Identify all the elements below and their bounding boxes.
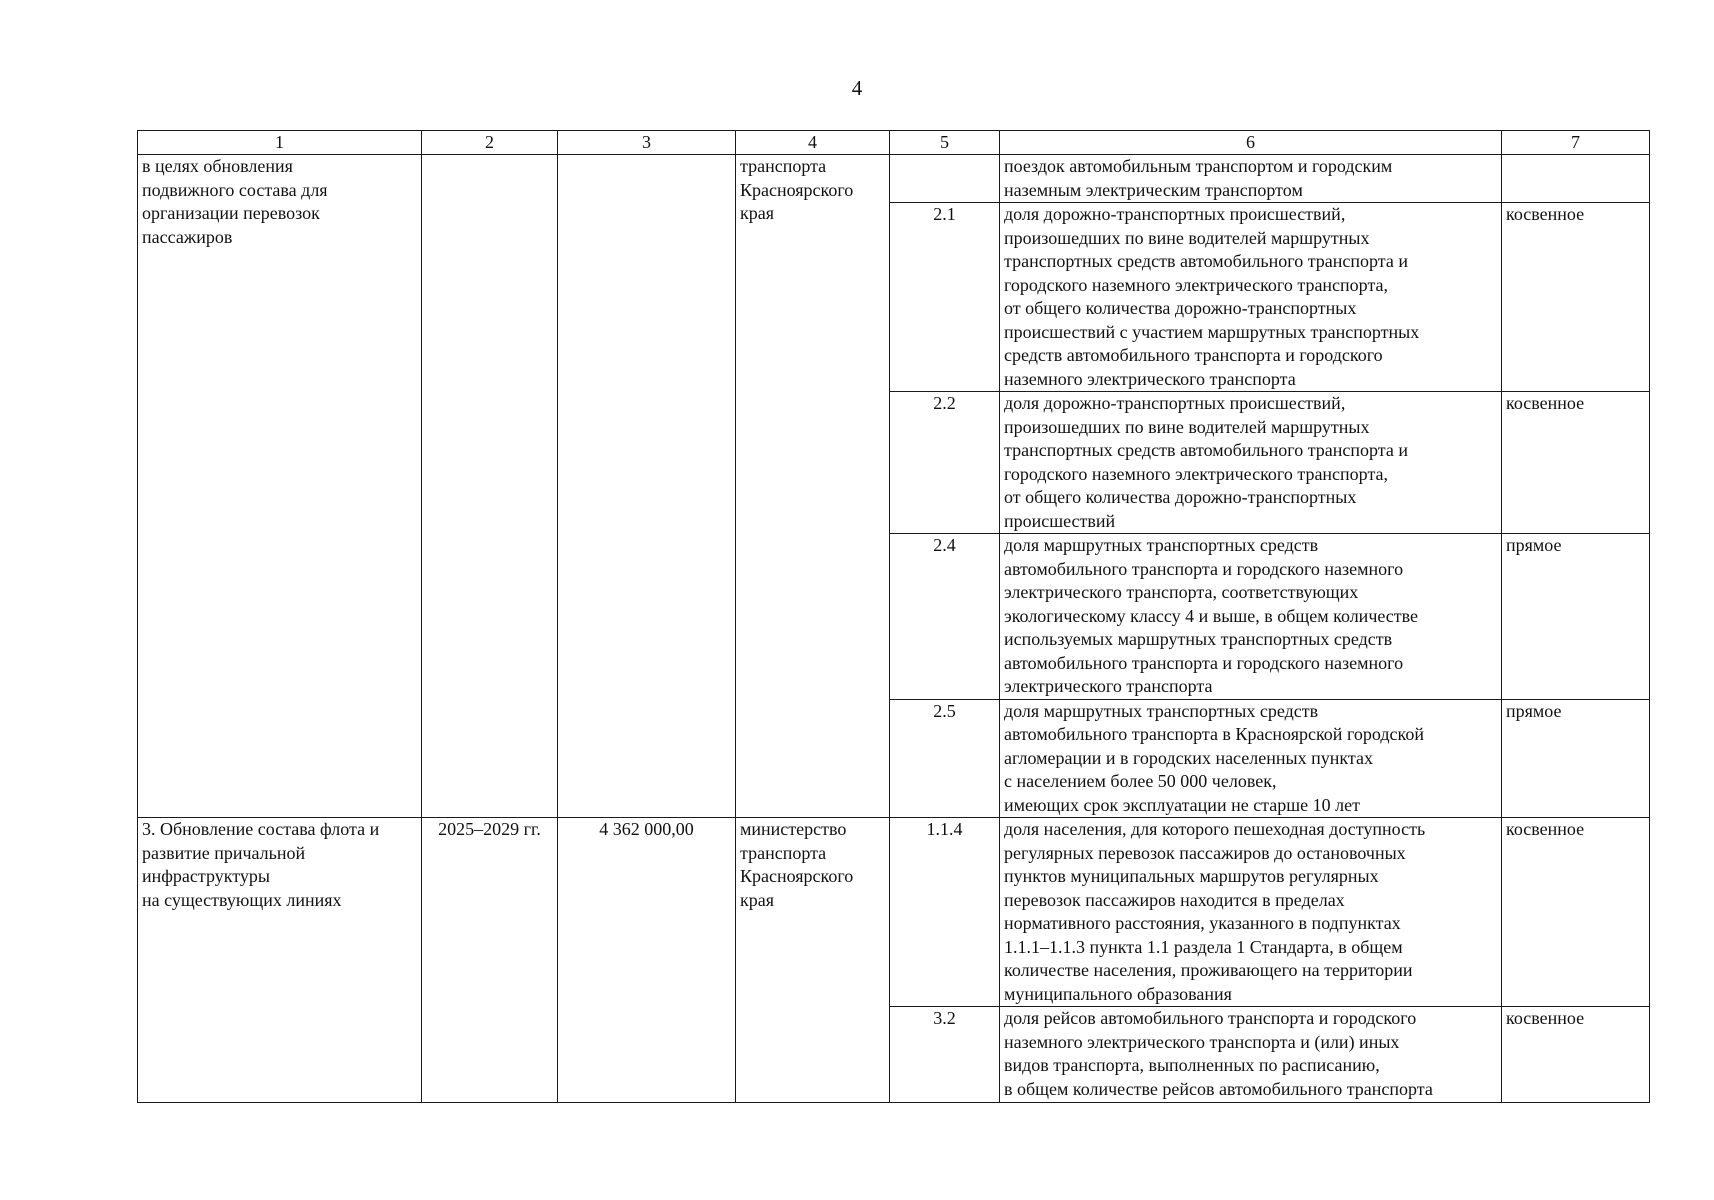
period-cell: [422, 155, 558, 818]
indicator-description-cell: доля рейсов автомобильного транспорта и городского наземного электрического транспорта и (или) иных видов транспорта, выполненных по расписанию, в общем количестве рейсов автомобильного транспорта: [1000, 1007, 1502, 1103]
indicator-number-cell: 2.4: [890, 534, 1000, 700]
indicator-impact-cell: косвенное: [1502, 203, 1650, 392]
measure-name-cell: 3. Обновление состава флота и развитие причальной инфраструктуры на существующих линиях: [138, 818, 422, 1103]
indicator-number-cell: 2.1: [890, 203, 1000, 392]
column-header: 1: [138, 131, 422, 155]
column-header: 7: [1502, 131, 1650, 155]
column-header: 4: [736, 131, 890, 155]
indicator-impact-cell: косвенное: [1502, 818, 1650, 1007]
indicator-number-cell: 2.2: [890, 392, 1000, 534]
responsible-cell: транспорта Красноярского края: [736, 155, 890, 818]
responsible-cell: министерство транспорта Красноярского края: [736, 818, 890, 1103]
column-header: 6: [1000, 131, 1502, 155]
indicator-number-cell: 1.1.4: [890, 818, 1000, 1007]
indicator-impact-cell: прямое: [1502, 699, 1650, 818]
indicator-description-cell: поездок автомобильным транспортом и городским наземным электрическим транспортом: [1000, 155, 1502, 203]
indicator-description-cell: доля маршрутных транспортных средств автомобильного транспорта в Красноярской городской агломерации и в городских населенных пунктах с населением более 50 000 человек, имеющих срок эксплуатации не старше 10 лет: [1000, 699, 1502, 818]
indicator-impact-cell: [1502, 155, 1650, 203]
indicator-impact-cell: косвенное: [1502, 1007, 1650, 1103]
page-number: 4: [851, 76, 863, 100]
column-header: 5: [890, 131, 1000, 155]
period-cell: 2025–2029 гг.: [422, 818, 558, 1103]
indicators-table: [137, 130, 1650, 1103]
indicator-impact-cell: прямое: [1502, 534, 1650, 700]
header-row: [138, 131, 1650, 155]
indicator-description-cell: доля населения, для которого пешеходная доступность регулярных перевозок пассажиров до остановочных пунктов муниципальных маршрутов регулярных перевозок пассажиров находится в пределах нормативного расстояния, указанного в подпунктах 1.1.1–1.1.3 пункта 1.1 раздела 1 Стандарта, в общем количестве населения, проживающего на территории муниципального образования: [1000, 818, 1502, 1007]
indicator-description-cell: доля дорожно-транспортных происшествий, произошедших по вине водителей маршрутных транспортных средств автомобильного транспорта и городского наземного электрического транспорта, от общего количества дорожно-транспортных происшествий: [1000, 392, 1502, 534]
column-header: 2: [422, 131, 558, 155]
indicator-number-cell: [890, 155, 1000, 203]
indicator-number-cell: 2.5: [890, 699, 1000, 818]
indicator-number-cell: 3.2: [890, 1007, 1000, 1103]
measure-name-cell: в целях обновления подвижного состава для организации перевозок пассажиров: [138, 155, 422, 818]
funding-cell: 4 362 000,00: [558, 818, 736, 1103]
table-row: [138, 818, 1650, 1007]
indicator-impact-cell: косвенное: [1502, 392, 1650, 534]
table-row: [138, 155, 1650, 203]
column-header: 3: [558, 131, 736, 155]
indicator-description-cell: доля дорожно-транспортных происшествий, произошедших по вине водителей маршрутных транспортных средств автомобильного транспорта и городского наземного электрического транспорта, от общего количества дорожно-транспортных происшествий с участием маршрутных транспортных средств автомобильного транспорта и городского наземного электрического транспорта: [1000, 203, 1502, 392]
funding-cell: [558, 155, 736, 818]
indicator-description-cell: доля маршрутных транспортных средств автомобильного транспорта и городского наземного электрического транспорта, соответствующих экологическому классу 4 и выше, в общем количестве используемых маршрутных транспортных средств автомобильного транспорта и городского наземного электрического транспорта: [1000, 534, 1502, 700]
